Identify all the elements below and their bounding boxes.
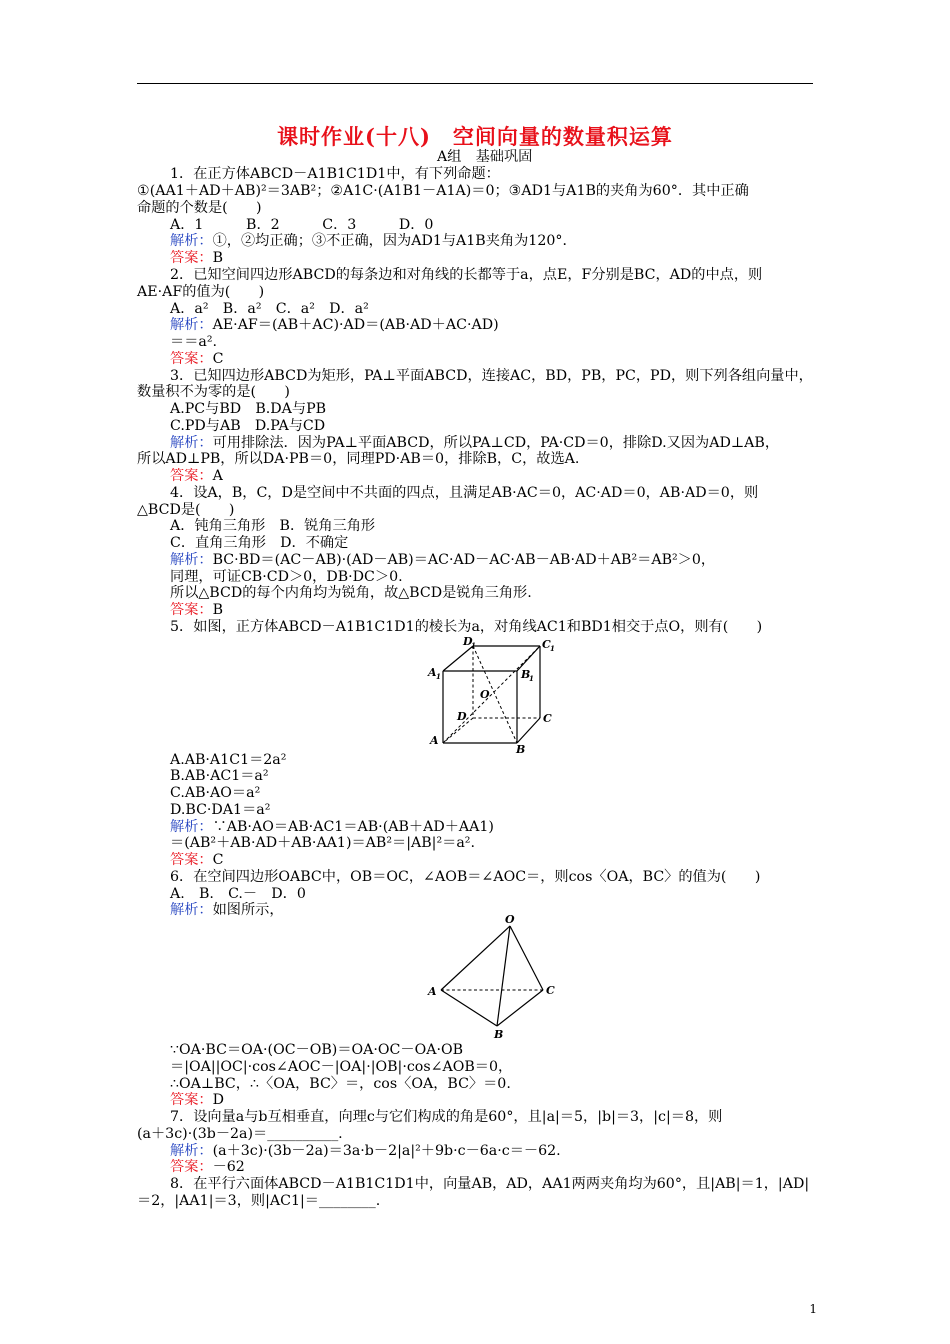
cube-label-A1: A <box>428 666 437 679</box>
text-line: 解析：可用排除法．因为PA⊥平面ABCD，所以PA⊥CD，PA·CD＝0，排除D.又因为AD⊥AB， <box>170 435 780 451</box>
answer-label: 答案： <box>170 602 213 618</box>
answer-label: 答案： <box>170 1092 213 1108</box>
text-line: 5．如图，正方体ABCD－A1B1C1D1的棱长为a，对角线AC1和BD1相交于点O，则有( ) <box>170 619 763 635</box>
cube-label-A: A <box>430 734 439 747</box>
text-line: A.PC与BD B.DA与PB <box>170 401 327 417</box>
text-line: B.AB·AC1＝a² <box>170 768 269 784</box>
text-line: 解析：如图所示， <box>170 902 284 918</box>
text-line: C.AB·AO＝a² <box>170 785 261 801</box>
text-line: 解析：(a＋3c)·(3b－2a)＝3a·b－2|a|²＋9b·c－6a·c＝－62. <box>170 1143 561 1159</box>
answer-label: 答案： <box>170 351 213 367</box>
tetra-label-A: A <box>428 985 437 998</box>
text-line: 7．设向量a与b互相垂直，向理c与它们构成的角是60°，且|a|＝5，|b|＝3，|c|＝8，则 <box>170 1109 723 1125</box>
tetra-label-C: C <box>546 984 555 997</box>
answer-label: 答案： <box>170 852 213 868</box>
text-line: 答案：C <box>170 852 224 868</box>
page-title: 课时作业(十八) 空间向量的数量积运算 <box>277 124 673 149</box>
text-line: A. B. C.－ D．0 <box>170 886 306 902</box>
text-line: 数量积不为零的是( ) <box>137 384 290 400</box>
page-number: 1 <box>809 1302 817 1316</box>
cube-label-O: O <box>480 688 490 701</box>
text-line: 4．设A，B，C，D是空间中不共面的四点，且满足AB·AC＝0，AC·AD＝0，AB·AD＝0，则 <box>170 485 759 501</box>
text-line: 同理，可证CB·CD＞0，DB·DC＞0. <box>170 569 403 585</box>
solution-label: 解析： <box>170 902 213 918</box>
text-line: 命题的个数是( ) <box>137 200 262 216</box>
text-line: 答案：B <box>170 602 224 618</box>
text-line: 答案：B <box>170 250 224 266</box>
text-line: 解析：∵AB·AO＝AB·AC1＝AB·(AB＋AD＋AA1) <box>170 819 494 835</box>
cube-label-C1: C <box>542 638 551 651</box>
tetra-label-B: B <box>494 1028 504 1041</box>
answer-label: 答案： <box>170 1159 213 1175</box>
tetra-label-O: O <box>505 913 515 926</box>
text-line: ＝2，|AA1|＝3，则|AC1|＝________. <box>137 1193 381 1209</box>
text-line: A．钝角三角形 B．锐角三角形 <box>170 518 376 534</box>
text-line: ∴OA⊥BC，∴〈OA，BC〉＝，cos〈OA，BC〉＝0. <box>170 1076 511 1092</box>
cube-label-B: B <box>516 743 526 754</box>
text-line: D.BC·DA1＝a² <box>170 802 271 818</box>
cube-sub-D1: 1 <box>471 641 476 650</box>
cube-label-D1: D <box>463 636 473 648</box>
text-line: 答案：A <box>170 468 223 484</box>
solution-label: 解析： <box>170 552 213 568</box>
text-line: 所以△BCD的每个内角均为锐角，故△BCD是锐角三角形. <box>170 585 532 601</box>
text-line: 答案：D <box>170 1092 224 1108</box>
text-line: A.AB·A1C1＝2a² <box>170 752 287 768</box>
text-line: 解析：①，②均正确；③不正确，因为AD1与A1B夹角为120°． <box>170 233 577 249</box>
text-line: 6．在空间四边形OABC中，OB＝OC，∠AOB＝∠AOC＝，则cos〈OA，BC〉的值为( ) <box>170 869 761 885</box>
text-line: △BCD是( ) <box>137 502 235 518</box>
text-line: 2．已知空间四边形ABCD的每条边和对角线的长都等于a，点E，F分别是BC，AD的中点，则 <box>170 267 763 283</box>
cube-label-C: C <box>543 712 552 725</box>
solution-label: 解析： <box>170 819 213 835</box>
solution-label: 解析： <box>170 317 213 333</box>
text-line: 3．已知四边形ABCD为矩形，PA⊥平面ABCD，连接AC，BD，PB，PC，PD，则下列各组向量中， <box>170 368 813 384</box>
text-line: ＝＝a². <box>170 334 218 350</box>
text-line: 8．在平行六面体ABCD－A1B1C1D1中，向量AB，AD，AA1两两夹角均为60°，且|AB|＝1，|AD| <box>170 1176 810 1192</box>
text-line: ＝|OA||OC|·cos∠AOC－|OA|·|OB|·cos∠AOB＝0， <box>170 1059 513 1075</box>
answer-label: 答案： <box>170 250 213 266</box>
cube-label-D: D <box>457 710 467 723</box>
cube-figure <box>425 636 560 754</box>
text-line: 解析：BC·BD＝(AC－AB)·(AD－AB)＝AC·AD－AC·AB－AB·AD＋AB²＝AB²＞0， <box>170 552 716 568</box>
answer-label: 答案： <box>170 468 213 484</box>
text-line: ∵OA·BC＝OA·(OC－OB)＝OA·OC－OA·OB <box>170 1042 464 1058</box>
text-line: AE·AF的值为( ) <box>137 284 265 300</box>
text-line: (a＋3c)·(3b－2a)＝__________. <box>137 1126 343 1142</box>
cube-sub-C1: 1 <box>550 644 555 653</box>
solution-label: 解析： <box>170 233 213 249</box>
text-line: 答案：－62 <box>170 1159 245 1175</box>
text-line: 1．在正方体ABCD－A1B1C1D1中，有下列命题： <box>170 166 500 182</box>
text-line: 答案：C <box>170 351 224 367</box>
section-subtitle: A组 基础巩固 <box>437 149 533 165</box>
cube-sub-B1: 1 <box>529 674 534 683</box>
text-line: A．1 B．2 C．3 D．0 <box>170 217 434 233</box>
cube-label-B1: B <box>521 668 531 681</box>
text-line: ①(AA1＋AD＋AB)²＝3AB²；②A1C·(A1B1－A1A)＝0；③AD1与A1B的夹角为60°．其中正确 <box>137 183 749 199</box>
solution-label: 解析： <box>170 435 213 451</box>
cube-sub-A1: 1 <box>436 672 441 681</box>
text-line: C．直角三角形 D．不确定 <box>170 535 349 551</box>
text-line: ＝(AB²＋AB·AD＋AB·AA1)＝AB²＝|AB|²＝a². <box>170 835 475 851</box>
text-line: A．a² B．a² C．a² D．a² <box>170 301 369 317</box>
text-line: 解析：AE·AF＝(AB＋AC)·AD＝(AB·AD＋AC·AD) <box>170 317 499 333</box>
tetrahedron-figure <box>424 912 564 1042</box>
solution-label: 解析： <box>170 1143 213 1159</box>
header-rule <box>137 83 813 84</box>
text-line: C.PD与AB D.PA与CD <box>170 418 326 434</box>
text-line: 所以AD⊥PB，所以DA·PB＝0，同理PD·AB＝0，排除B，C，故选A. <box>137 451 580 467</box>
